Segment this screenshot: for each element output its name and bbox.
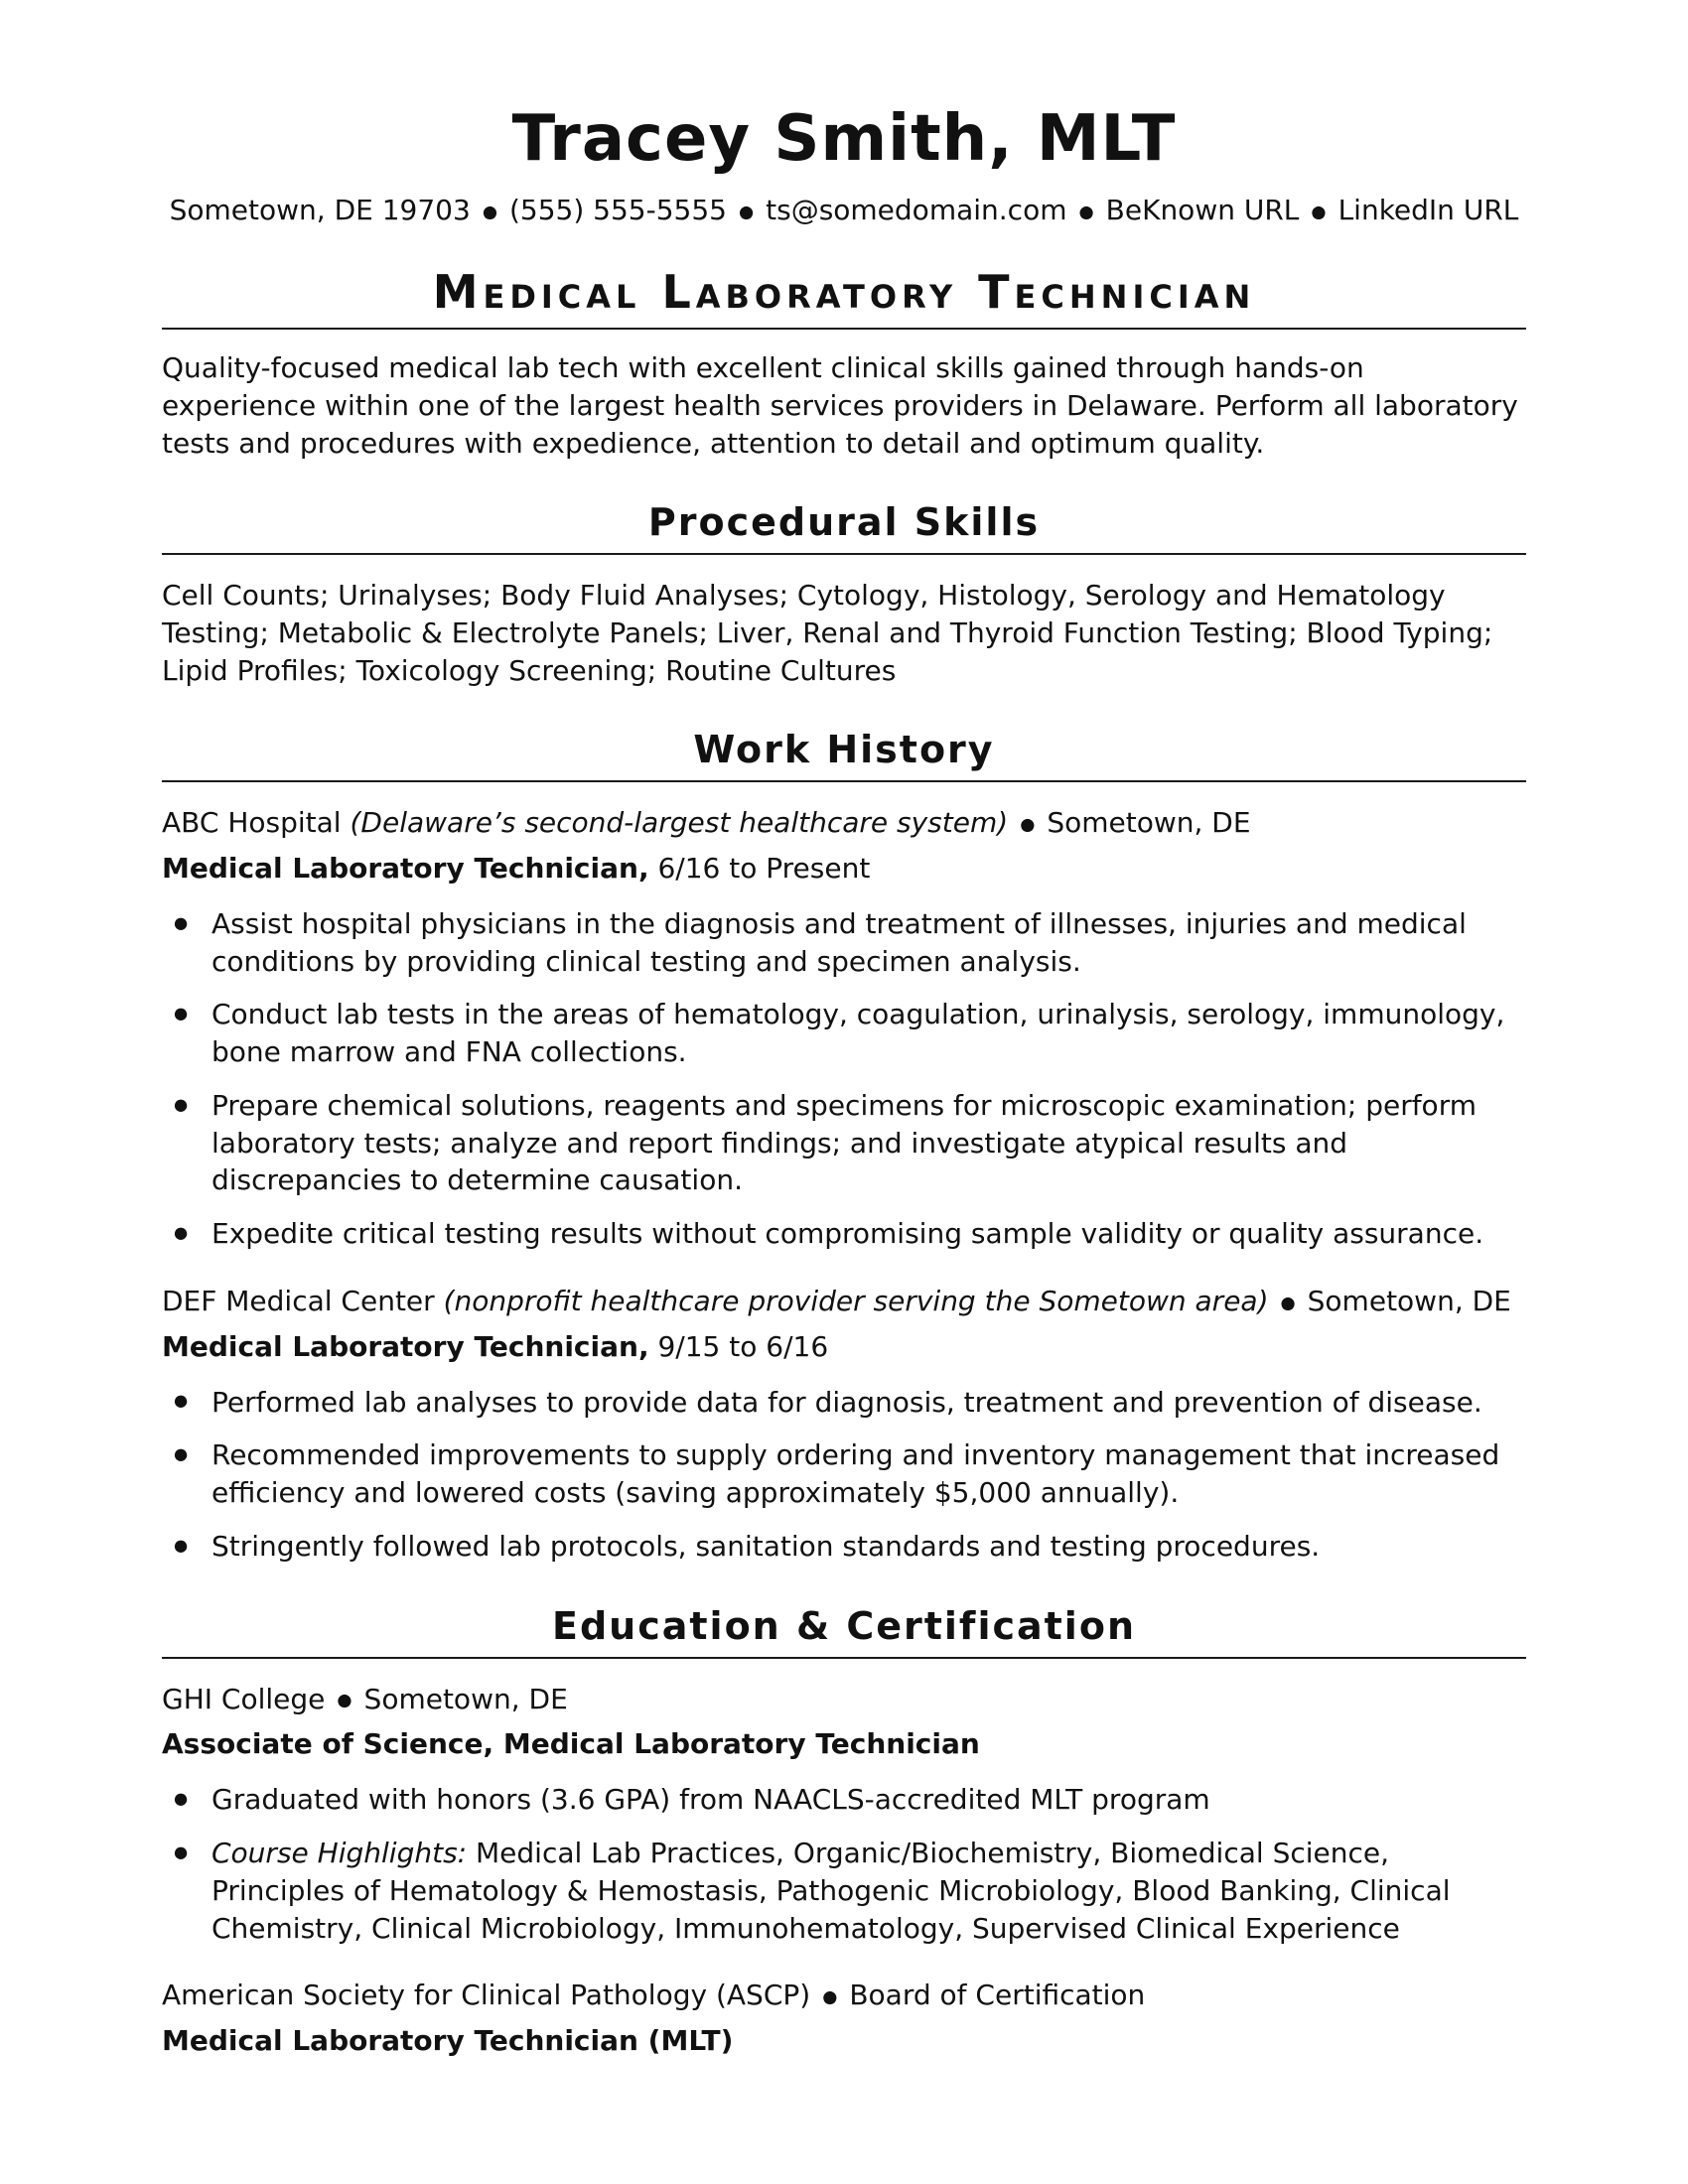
certification-title-line bbox=[162, 2022, 1526, 2060]
job-title-line bbox=[162, 850, 1526, 887]
job-bullet: ● Assist hospital physicians in the diagnosis and treatment of illnesses, injuries and medical conditions by providing clinical testing and specimen analysis. bbox=[162, 905, 1526, 981]
job-bullet: ● Conduct lab tests in the areas of hematology, coagulation, urinalysis, serology, immunology, bone marrow and FNA collections. bbox=[162, 996, 1526, 1071]
work-history-heading: Work History bbox=[162, 729, 1526, 782]
education-bullet bbox=[162, 1835, 1526, 1947]
job-role: Medical Laboratory Technician, bbox=[162, 1329, 649, 1363]
education-bullet: ● Graduated with honors (3.6 GPA) from NAACLS-accredited MLT program bbox=[162, 1781, 1526, 1819]
contact-linkedin-url: LinkedIn URL bbox=[1337, 194, 1519, 227]
education-heading: Education & Certification bbox=[162, 1605, 1526, 1659]
job-employer-line bbox=[162, 1283, 1526, 1320]
bullet-separator-icon: ● bbox=[1020, 815, 1036, 836]
school-location: Sometown, DE bbox=[363, 1682, 568, 1715]
job-bullet: ● Prepare chemical solutions, reagents and specimens for microscopic examination; perform laboratory tests; analyze and report findings; and investigate atypical results and discrepancies to determine causation. bbox=[162, 1087, 1526, 1199]
contact-phone: (555) 555-5555 bbox=[508, 194, 727, 227]
skills-heading: Procedural Skills bbox=[162, 501, 1526, 555]
job-role: Medical Laboratory Technician, bbox=[162, 851, 649, 885]
certification-block bbox=[162, 1977, 1526, 2060]
school-name: GHI College bbox=[162, 1682, 326, 1715]
job-title-line bbox=[162, 1328, 1526, 1366]
job-bullet: ● Recommended improvements to supply ordering and inventory management that increased efficiency and lowered costs (saving approximately $5,000 annually). bbox=[162, 1436, 1526, 1512]
employer-name: DEF Medical Center bbox=[162, 1285, 435, 1318]
bullet-separator-icon: ● bbox=[822, 1987, 838, 2008]
job-bullet-list bbox=[162, 905, 1526, 1253]
course-highlights-label: Course Highlights: bbox=[211, 1836, 468, 1869]
certification-board: Board of Certification bbox=[849, 1979, 1146, 2012]
employer-note: (Delaware’s second-largest healthcare system) bbox=[350, 806, 1009, 840]
job-dates: 9/15 to 6/16 bbox=[657, 1329, 829, 1363]
contact-location: Sometown, DE 19703 bbox=[169, 194, 471, 227]
profile-heading: Medical Laboratory Technician bbox=[162, 267, 1526, 330]
course-highlights-text: Medical Lab Practices, Organic/Biochemistry, Biomedical Science, Principles of Hematology & Hemostasis, Pathogenic Microbiology, Blood Banking, Clinical Chemistry, Clinical Microbiology, Immunohematology, Supervised Clinical Experience bbox=[211, 1836, 1451, 1945]
employer-note: (nonprofit healthcare provider serving the Sometown area) bbox=[443, 1285, 1269, 1318]
job-employer-line bbox=[162, 804, 1526, 842]
bullet-separator-icon: ● bbox=[337, 1691, 352, 1711]
contact-email: ts@somedomain.com bbox=[766, 194, 1067, 227]
profile-summary: Quality-focused medical lab tech with excellent clinical skills gained through hands-on experience within one of the largest health services providers in Delaware. Perform all laboratory tests and procedures with expedience, attention to detail and optimum quality. bbox=[162, 350, 1518, 460]
school-line bbox=[162, 1681, 1526, 1718]
certification-line bbox=[162, 1977, 1526, 2014]
skills-text: Cell Counts; Urinalyses; Body Fluid Analyses; Cytology, Histology, Serology and Hematology Testing; Metabolic & Electrolyte Panels; Liver, Renal and Thyroid Function Testing; Blood Typing; Lipid Profiles; Toxicology Screening; Routine Cultures bbox=[162, 579, 1493, 687]
job-location: Sometown, DE bbox=[1047, 806, 1251, 840]
job-bullet: ● Performed lab analyses to provide data for diagnosis, treatment and prevention of disease. bbox=[162, 1384, 1526, 1422]
degree-title: Associate of Science, Medical Laboratory Technician bbox=[162, 1727, 980, 1761]
education-bullet-list bbox=[162, 1781, 1526, 1947]
resume-name: Tracey Smith, MLT bbox=[511, 102, 1177, 176]
contact-line bbox=[162, 192, 1526, 229]
contact-beknown-url: BeKnown URL bbox=[1105, 194, 1300, 227]
bullet-separator-icon: ● bbox=[482, 203, 497, 223]
bullet-separator-icon: ● bbox=[1078, 203, 1094, 223]
bullet-separator-icon: ● bbox=[1311, 203, 1327, 223]
job-location: Sometown, DE bbox=[1307, 1285, 1511, 1318]
job-bullet-list bbox=[162, 1384, 1526, 1566]
bullet-separator-icon: ● bbox=[1280, 1294, 1296, 1313]
employer-name: ABC Hospital bbox=[162, 806, 342, 840]
certification-org: American Society for Clinical Pathology (ASCP) bbox=[162, 1979, 811, 2012]
job-bullet: ● Expedite critical testing results without compromising sample validity or quality assurance. bbox=[162, 1215, 1526, 1253]
degree-line bbox=[162, 1725, 1526, 1763]
job-bullet: ● Stringently followed lab protocols, sanitation standards and testing procedures. bbox=[162, 1528, 1526, 1566]
certification-title: Medical Laboratory Technician (MLT) bbox=[162, 2024, 734, 2058]
bullet-separator-icon: ● bbox=[738, 203, 755, 223]
job-dates: 6/16 to Present bbox=[657, 851, 871, 885]
